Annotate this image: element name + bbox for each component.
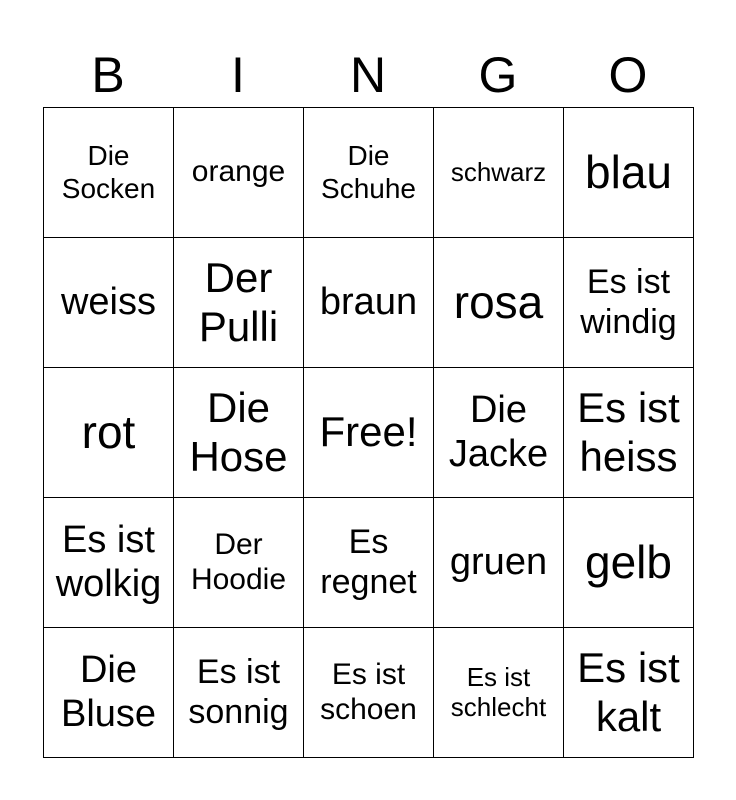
- cell-text: Es ist sonnig: [188, 653, 289, 731]
- bingo-cell[interactable]: [44, 628, 174, 758]
- bingo-board: [43, 107, 694, 758]
- cell-text: orange: [191, 155, 286, 189]
- cell-text: rot: [81, 406, 136, 459]
- cell-text: rosa: [453, 276, 544, 329]
- bingo-header: [43, 44, 693, 106]
- bingo-cell[interactable]: [434, 628, 564, 758]
- bingo-cell[interactable]: [564, 368, 694, 498]
- bingo-cell[interactable]: [434, 238, 564, 368]
- bingo-cell[interactable]: [434, 498, 564, 628]
- cell-text: Die Bluse: [60, 648, 157, 735]
- bingo-cell[interactable]: [564, 498, 694, 628]
- cell-text: braun: [319, 280, 418, 323]
- cell-text: Es ist kalt: [577, 644, 680, 740]
- cell-text: Die Socken: [61, 140, 156, 204]
- bingo-cell[interactable]: [174, 368, 304, 498]
- cell-text: gelb: [585, 536, 672, 589]
- cell-text: Der Hoodie: [190, 528, 287, 596]
- bingo-cell[interactable]: [174, 498, 304, 628]
- bingo-cell[interactable]: [44, 368, 174, 498]
- bingo-cell[interactable]: [304, 498, 434, 628]
- bingo-cell[interactable]: [434, 108, 564, 238]
- cell-text: Der Pulli: [198, 254, 279, 350]
- cell-text: Die Jacke: [448, 388, 549, 475]
- cell-text: Die Hose: [189, 384, 288, 480]
- header-letter-o: O: [608, 47, 648, 103]
- header-letter-i: I: [231, 47, 245, 103]
- free-space-text: Free!: [319, 408, 418, 456]
- header-letter-g: G: [478, 47, 518, 103]
- cell-text: Es ist wolkig: [55, 518, 162, 605]
- cell-text: weiss: [60, 280, 157, 323]
- bingo-cell[interactable]: [564, 108, 694, 238]
- bingo-cell[interactable]: [304, 108, 434, 238]
- bingo-cell[interactable]: [564, 628, 694, 758]
- bingo-cell[interactable]: [44, 238, 174, 368]
- cell-text: Es regnet: [320, 523, 417, 601]
- bingo-cell[interactable]: [304, 238, 434, 368]
- bingo-cell[interactable]: [44, 498, 174, 628]
- bingo-cell[interactable]: [564, 238, 694, 368]
- cell-text: Es ist schoen: [320, 658, 417, 726]
- bingo-cell[interactable]: [174, 108, 304, 238]
- cell-text: schwarz: [450, 156, 547, 187]
- bingo-cell[interactable]: [174, 628, 304, 758]
- header-letter-b: B: [91, 47, 125, 103]
- bingo-cell[interactable]: [44, 108, 174, 238]
- bingo-cell[interactable]: [304, 628, 434, 758]
- bingo-cell[interactable]: [434, 368, 564, 498]
- bingo-cell[interactable]: [174, 238, 304, 368]
- cell-text: Es ist heiss: [577, 384, 680, 480]
- cell-text: Es ist schlecht: [450, 661, 547, 722]
- cell-text: Die Schuhe: [321, 140, 416, 204]
- cell-text: gruen: [449, 540, 548, 583]
- cell-text: blau: [585, 146, 672, 199]
- header-letter-n: N: [349, 47, 387, 103]
- cell-text: Es ist windig: [580, 263, 677, 341]
- free-space-cell[interactable]: [304, 368, 434, 498]
